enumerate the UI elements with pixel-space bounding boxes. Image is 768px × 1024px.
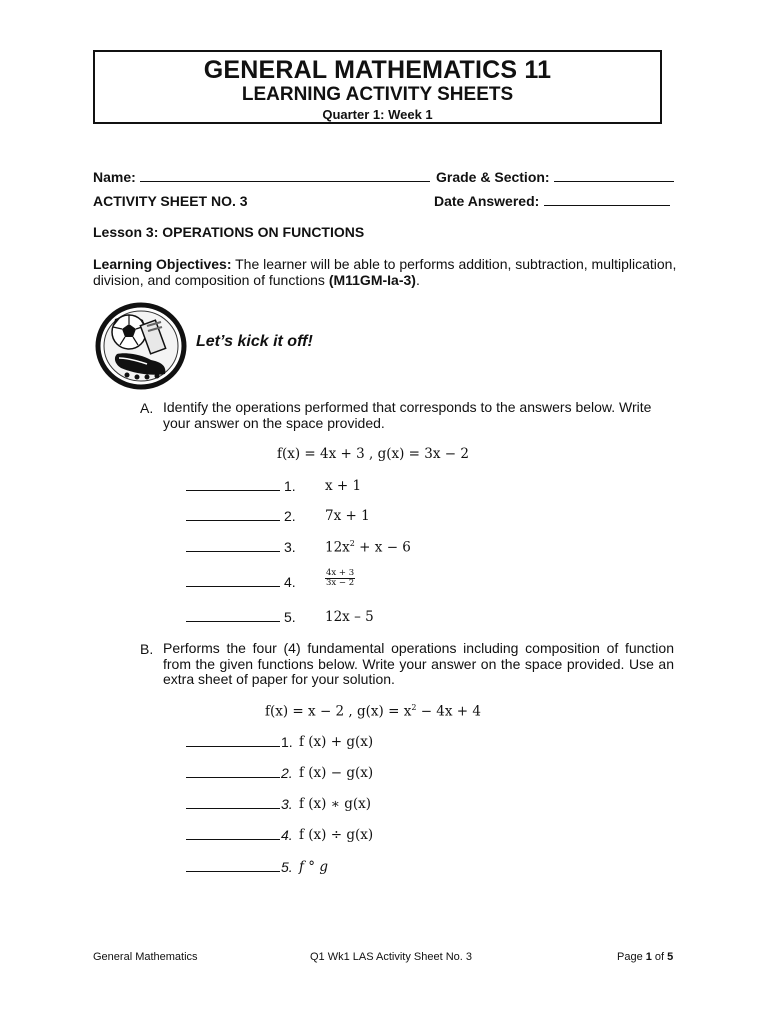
item-expression: 7x + 1	[325, 508, 370, 524]
part-a-given-functions: f(x) = 4x + 3 , g(x) = 3x − 2	[277, 446, 469, 462]
answer-blank[interactable]	[186, 609, 280, 627]
quarter-label: Quarter 1: Week 1	[322, 107, 433, 122]
kickoff-heading: Let’s kick it off!	[196, 333, 313, 350]
objectives-label: Learning Objectives:	[93, 256, 232, 272]
item-fraction	[325, 569, 355, 588]
date-field[interactable]	[434, 193, 670, 211]
answer-blank[interactable]	[186, 765, 280, 783]
answer-blank[interactable]	[186, 478, 280, 496]
document-subtitle: LEARNING ACTIVITY SHEETS	[241, 84, 514, 105]
given-start: f(x) = x − 2 , g(x) = x	[265, 703, 412, 720]
part-b-instructions: Performs the four (4) fundamental operations including composition of function from the given functions below. Write your answer on the space provided. Use an extra sheet of paper for your solution.	[163, 640, 674, 687]
item-expression: f (x) ∗ g(x)	[299, 796, 371, 812]
item-number: 1.	[281, 734, 293, 750]
fraction-numerator: 4x + 3	[326, 568, 355, 578]
soccer-ball-icon	[95, 302, 187, 390]
item-number: 4.	[281, 827, 293, 843]
objectives-code: (M11GM-Ia-3)	[328, 271, 416, 288]
answer-blank[interactable]	[186, 859, 280, 877]
given-exponent: 2	[411, 703, 417, 712]
page-number: 1	[645, 951, 652, 963]
answer-blank[interactable]	[186, 734, 280, 752]
expr-exponent: 2	[349, 539, 355, 548]
part-b-given-functions	[265, 703, 481, 720]
item-number: 5.	[284, 609, 296, 625]
answer-blank[interactable]	[186, 508, 280, 526]
grade-blank[interactable]	[554, 181, 674, 182]
item-number: 4.	[284, 574, 296, 590]
header-box	[93, 50, 662, 124]
answer-blank[interactable]	[186, 539, 280, 557]
item-expression: f (x) + g(x)	[299, 734, 374, 750]
footer-sheet: Q1 Wk1 LAS Activity Sheet No. 3	[310, 951, 473, 963]
footer-subject: General Mathematics	[93, 951, 198, 963]
item-number: 5.	[281, 859, 293, 875]
grade-field[interactable]	[436, 169, 674, 187]
item-number: 2.	[284, 508, 296, 524]
page-total: 5	[667, 951, 674, 963]
footer-page	[617, 951, 673, 963]
objectives-text: The learner will be able to performs addition, subtraction, multiplication, division, and composition of functions	[93, 256, 677, 288]
fraction-denominator: 3x − 2	[326, 578, 355, 588]
item-number: 2.	[281, 765, 293, 781]
part-a-instructions: Identify the operations performed that corresponds to the answers below. Write your answer on the space provided.	[163, 399, 652, 431]
item-expression	[325, 539, 411, 556]
name-blank[interactable]	[140, 181, 430, 182]
learning-objectives	[93, 257, 678, 288]
date-label: Date Answered:	[434, 193, 540, 209]
item-expression: 12x – 5	[325, 609, 374, 625]
activity-sheet-label: ACTIVITY SHEET NO. 3	[93, 193, 248, 209]
part-b-letter: B.	[140, 641, 154, 657]
page-prefix: Page	[617, 951, 646, 963]
item-number: 3.	[281, 796, 293, 812]
answer-blank[interactable]	[186, 574, 280, 592]
item-expression: f (x) − g(x)	[299, 765, 374, 781]
page-of: of	[651, 951, 668, 963]
objectives-period: .	[415, 271, 420, 288]
name-label: Name:	[93, 169, 136, 185]
name-field[interactable]	[93, 169, 430, 187]
item-number: 1.	[284, 478, 296, 494]
date-blank[interactable]	[544, 205, 670, 206]
item-expression: f (x) ÷ g(x)	[299, 827, 374, 843]
grade-label: Grade & Section:	[436, 169, 550, 185]
item-expression: f ° g	[299, 859, 328, 875]
answer-blank[interactable]	[186, 796, 280, 814]
part-a-letter: A.	[140, 400, 154, 416]
lesson-title: Lesson 3: OPERATIONS ON FUNCTIONS	[93, 224, 365, 240]
answer-blank[interactable]	[186, 827, 280, 845]
given-end: − 4x + 4	[416, 703, 481, 720]
document-title: GENERAL MATHEMATICS 11	[203, 56, 552, 84]
item-expression: x + 1	[325, 478, 362, 494]
expr-base: 12x	[325, 539, 350, 556]
expr-rest: + x − 6	[354, 539, 411, 556]
item-number: 3.	[284, 539, 296, 555]
